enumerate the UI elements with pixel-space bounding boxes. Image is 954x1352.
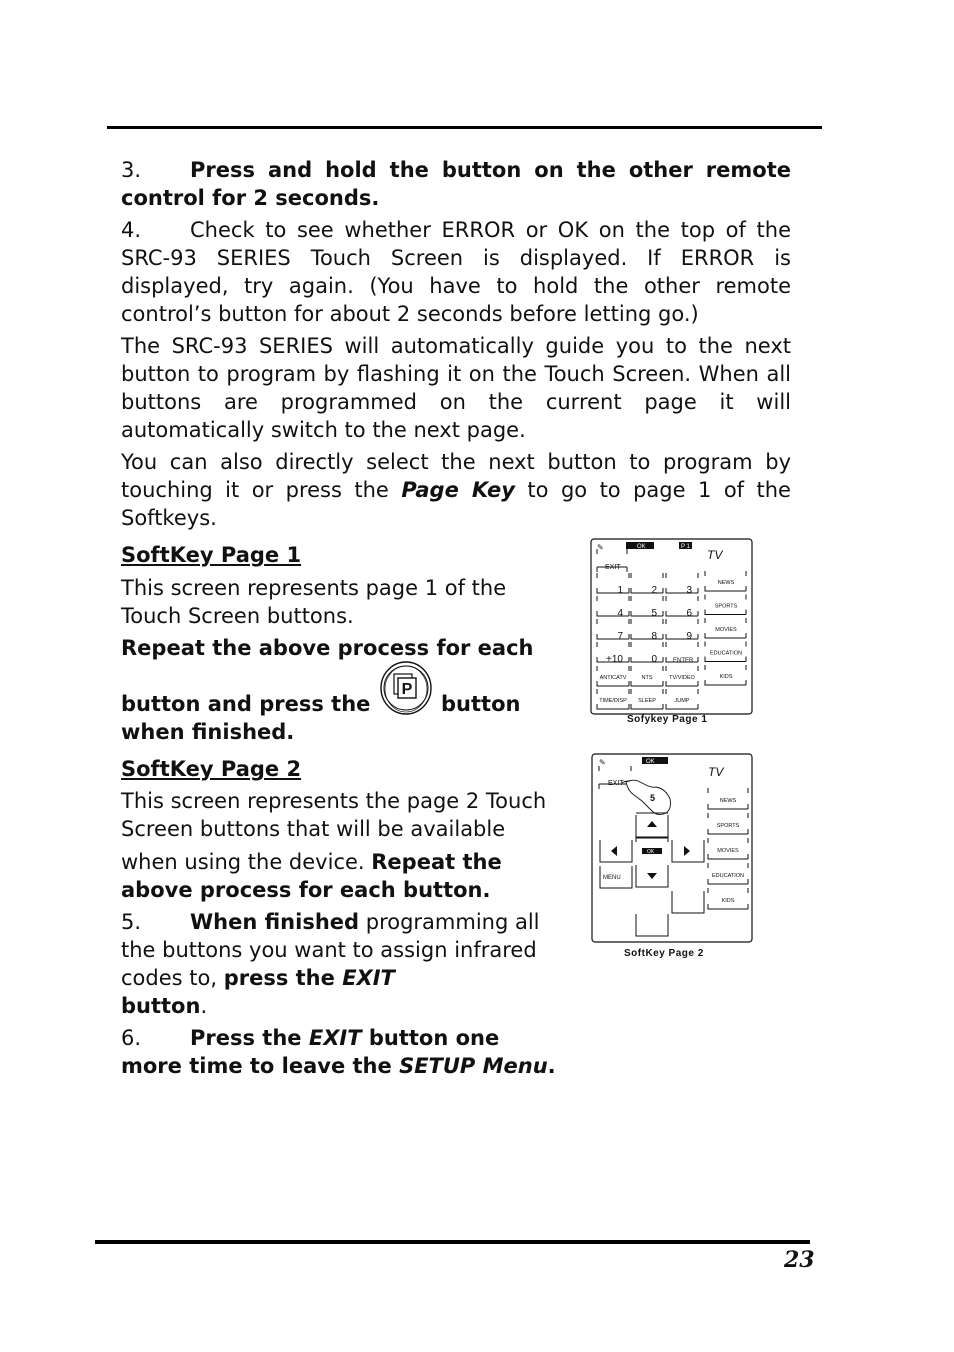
step-3 [121, 156, 791, 212]
text: to go to page 1 of the Softkeys. [121, 478, 791, 530]
digit-key: ENTER [673, 658, 694, 664]
step-number: 4. [121, 218, 142, 242]
softkey-page-1-heading: SoftKey Page 1 [121, 543, 302, 567]
text: Repeat the [371, 850, 502, 874]
digit-key: 5 [651, 608, 657, 619]
repeat-line-2 [121, 681, 561, 718]
softkey-page-1-description: This screen represents page 1 of the Touch Screen buttons. [121, 576, 507, 628]
digit-key: 2 [651, 585, 657, 596]
digit-key: +10 [606, 654, 623, 665]
digit-key: 7 [617, 631, 623, 642]
step-number: 3. [121, 158, 142, 182]
category-key: KIDS [719, 674, 733, 680]
menu-key: MENU [603, 875, 621, 881]
softkey-page-2-description: This screen represents the page 2 Touch Screen buttons that will be available [121, 789, 547, 841]
wrench-icon: ✎ [599, 758, 606, 767]
svg-text:OK: OK [637, 544, 646, 550]
hand-number: 5 [650, 793, 656, 803]
category-key: SPORTS [714, 603, 738, 610]
step-text: Check to see whether ERROR or OK on the top of the SRC-93 SERIES Touch Screen is displayed. If ERROR is displayed, try again. (You have to hold the other remote control’s button for about 2 seconds before letting go.) [121, 218, 791, 326]
direct-select-paragraph [121, 448, 791, 532]
text: press the [223, 966, 343, 990]
text: . [547, 1054, 556, 1078]
svg-text:EXIT: EXIT [608, 780, 624, 787]
digit-key: 8 [651, 631, 657, 642]
exit-label: EXIT [342, 966, 395, 990]
step-number: 5. [121, 910, 142, 934]
text: You can also directly select the next button to program by touching it or press the [121, 450, 791, 502]
step-4 [121, 216, 791, 328]
category-key: KIDS [721, 898, 735, 904]
text: programming all the buttons you want to assign infrared codes to, [121, 910, 540, 990]
function-key: SLEEP [638, 698, 656, 704]
category-key: EDUCATION [710, 650, 742, 657]
text: button and press the [121, 692, 371, 716]
text: button one more time to leave the [121, 1026, 500, 1078]
digit-key: 3 [686, 585, 692, 596]
function-key: NTS [641, 675, 653, 681]
function-key: JUMP [674, 698, 690, 704]
digit-key: 4 [617, 608, 623, 619]
bottom-rule [95, 1240, 810, 1244]
tv-label: TV [707, 548, 723, 562]
step-text: Press and hold the button on the other remote control for 2 seconds. [121, 158, 791, 210]
text: when using the device. [121, 850, 372, 874]
repeat-line-1: Repeat the above process for each [121, 636, 534, 660]
tv-label: TV [708, 765, 724, 779]
text: button [441, 692, 521, 716]
remote-1-caption: Sofykey Page 1 [627, 714, 708, 725]
function-key: TIME/DISP [599, 698, 627, 704]
svg-text:EXIT: EXIT [605, 564, 621, 571]
category-key: NEWS [719, 798, 737, 804]
text: . [200, 994, 208, 1018]
step-5 [121, 908, 541, 1020]
function-key: TV/VIDEO [669, 675, 695, 681]
text: button [121, 994, 201, 1018]
page-key-letter: P [401, 681, 413, 698]
page-key-icon [378, 681, 434, 718]
svg-text:OK: OK [647, 849, 655, 855]
text: Press the [190, 1026, 309, 1050]
category-key: NEWS [717, 580, 735, 586]
softkey-page-2-line3 [121, 848, 561, 876]
softkey-page-2-heading: SoftKey Page 2 [121, 757, 302, 781]
category-key: MOVIES [715, 627, 737, 633]
softkey-page-2-line4: above process for each button. [121, 878, 491, 902]
function-key: ANTICATV [599, 675, 627, 681]
digit-key: 1 [617, 585, 623, 596]
wrench-icon: ✎ [597, 543, 604, 552]
top-rule [107, 126, 822, 129]
text: When finished [190, 910, 360, 934]
remote-2-caption: SoftKey Page 2 [624, 948, 704, 959]
svg-text:OK: OK [646, 759, 655, 765]
page-number: 23 [784, 1247, 815, 1273]
softkey-page-1-illustration [589, 538, 755, 725]
step-6 [121, 1024, 561, 1080]
category-key: MOVIES [717, 848, 739, 854]
setup-menu-label: SETUP Menu [399, 1054, 548, 1078]
auto-guide-paragraph: The SRC-93 SERIES will automatically guide you to the next button to program by flashing it on the Touch Screen. When all buttons are programmed on the current page it will automatically switch to the next page. [121, 334, 791, 442]
category-key: EDUCATION [712, 873, 744, 879]
digit-key: 0 [651, 654, 657, 665]
exit-label: EXIT [308, 1026, 362, 1050]
softkey-page-2-illustration [590, 752, 756, 959]
digit-key: 6 [686, 608, 692, 619]
repeat-line-3: when finished. [121, 720, 295, 744]
svg-text:P 1: P 1 [681, 544, 690, 550]
category-key: SPORTS [716, 823, 740, 829]
digit-key: 9 [686, 631, 692, 642]
page-key-label: Page Key [401, 478, 515, 502]
step-number: 6. [121, 1026, 142, 1050]
